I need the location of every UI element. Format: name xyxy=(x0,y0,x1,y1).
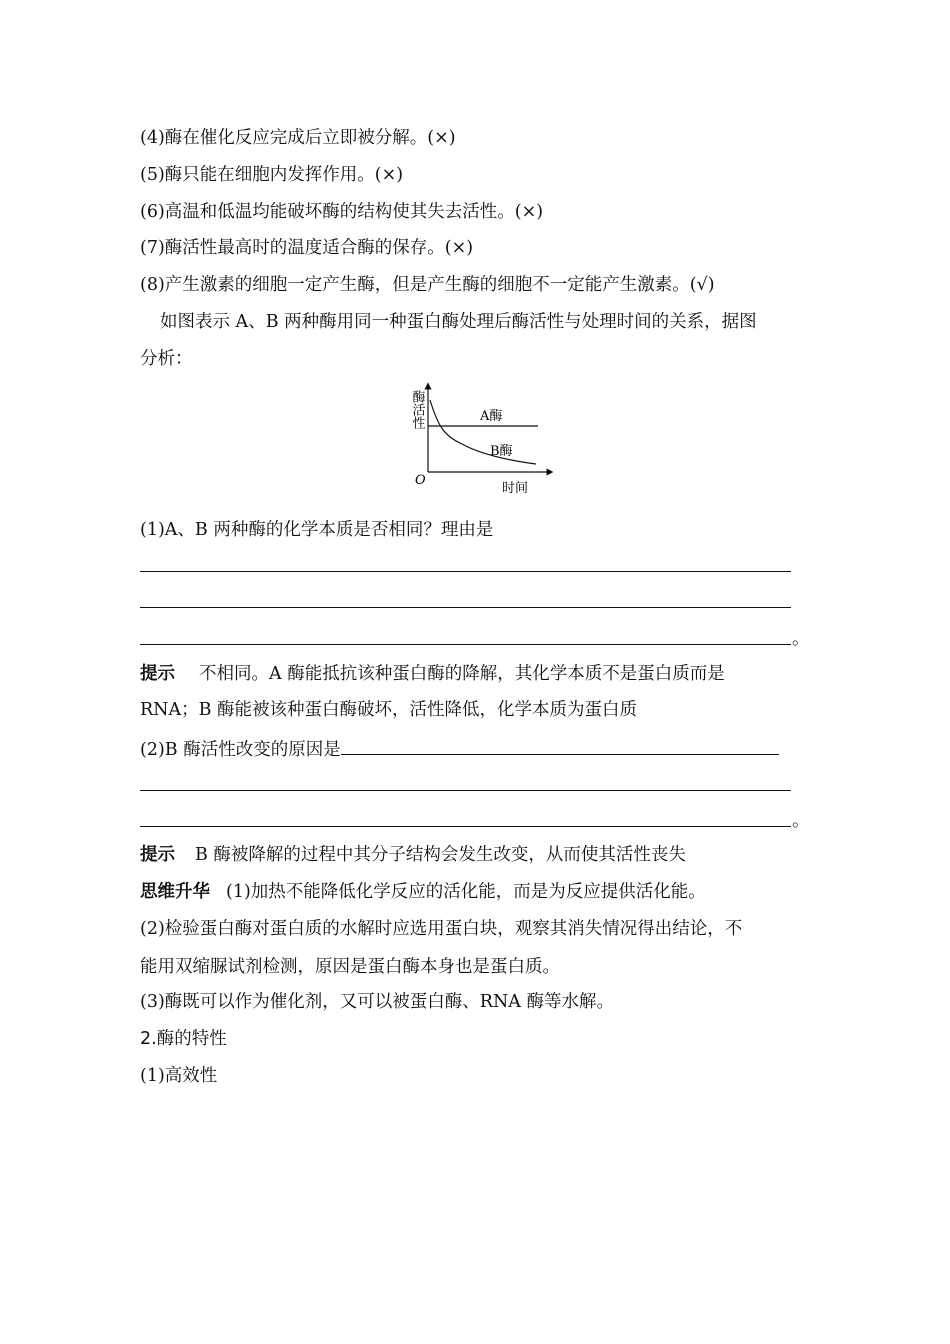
section-subheading: (1)高效性 xyxy=(140,1066,218,1086)
origin-label: O xyxy=(415,473,426,488)
hint-1-label: 提示 xyxy=(140,664,175,684)
answer-rule xyxy=(140,607,791,608)
question-1: (1)A、B 两种酶的化学本质是否相同？理由是 xyxy=(140,520,494,540)
hint-2 xyxy=(140,843,812,867)
section-heading: 2.酶的特性 xyxy=(140,1029,227,1049)
question-2-prompt: (2)B 酶活性改变的原因是 xyxy=(140,740,341,760)
item-5: (5)酶只能在细胞内发挥作用。(×) xyxy=(140,165,404,185)
question-1-end: 。 xyxy=(792,629,810,649)
intro-line-2: 分析： xyxy=(140,349,193,369)
thinking-p3: (3)酶既可以作为催化剂，又可以被蛋白酶、RNA 酶等水解。 xyxy=(140,992,614,1012)
hint-1-text: 不相同。A 酶能抵抗该种蛋白酶的降解，其化学本质不是蛋白质而是 xyxy=(199,664,725,684)
answer-blank xyxy=(341,736,779,755)
hint-2-text: B 酶被降解的过程中其分子结构会发生改变，从而使其活性丧失 xyxy=(195,845,686,865)
item-6: (6)高温和低温均能破坏酶的结构使其失去活性。(×) xyxy=(140,202,544,222)
thinking-p2-line-1: (2)检验蛋白酶对蛋白质的水解时应选用蛋白块，观察其消失情况得出结论，不 xyxy=(140,919,743,939)
curve-a-label: A酶 xyxy=(480,409,503,424)
curve-b-label: B酶 xyxy=(490,444,513,459)
hint-1-line-1 xyxy=(140,662,812,686)
thinking-p1 xyxy=(140,880,812,904)
hint-2-label: 提示 xyxy=(140,845,175,865)
answer-rule xyxy=(140,790,791,791)
thinking-p2-line-2: 能用双缩脲试剂检测，原因是蛋白酶本身也是蛋白质。 xyxy=(140,957,560,977)
y-axis-label: 酶活性 xyxy=(409,390,425,429)
answer-rule xyxy=(140,571,791,572)
answer-rule xyxy=(140,826,791,827)
thinking-label: 思维升华 xyxy=(140,882,210,902)
question-2-end: 。 xyxy=(792,811,810,831)
thinking-p1-text: (1)加热不能降低化学反应的活化能，而是为反应提供活化能。 xyxy=(226,882,706,902)
question-2 xyxy=(140,736,812,762)
hint-1-line-2: RNA；B 酶能被该种蛋白酶破坏，活性降低，化学本质为蛋白质 xyxy=(140,700,638,720)
x-axis-label: 时间 xyxy=(502,481,529,496)
item-7: (7)酶活性最高时的温度适合酶的保存。(×) xyxy=(140,238,474,258)
answer-rule xyxy=(140,644,791,645)
item-4: (4)酶在催化反应完成后立即被分解。(×) xyxy=(140,128,456,148)
intro-line-1: 如图表示 A、B 两种酶用同一种蛋白酶处理后酶活性与处理时间的关系，据图 xyxy=(160,312,757,332)
enzyme-activity-figure xyxy=(400,378,560,496)
item-8: (8)产生激素的细胞一定产生酶，但是产生酶的细胞不一定能产生激素。(√) xyxy=(140,275,715,295)
